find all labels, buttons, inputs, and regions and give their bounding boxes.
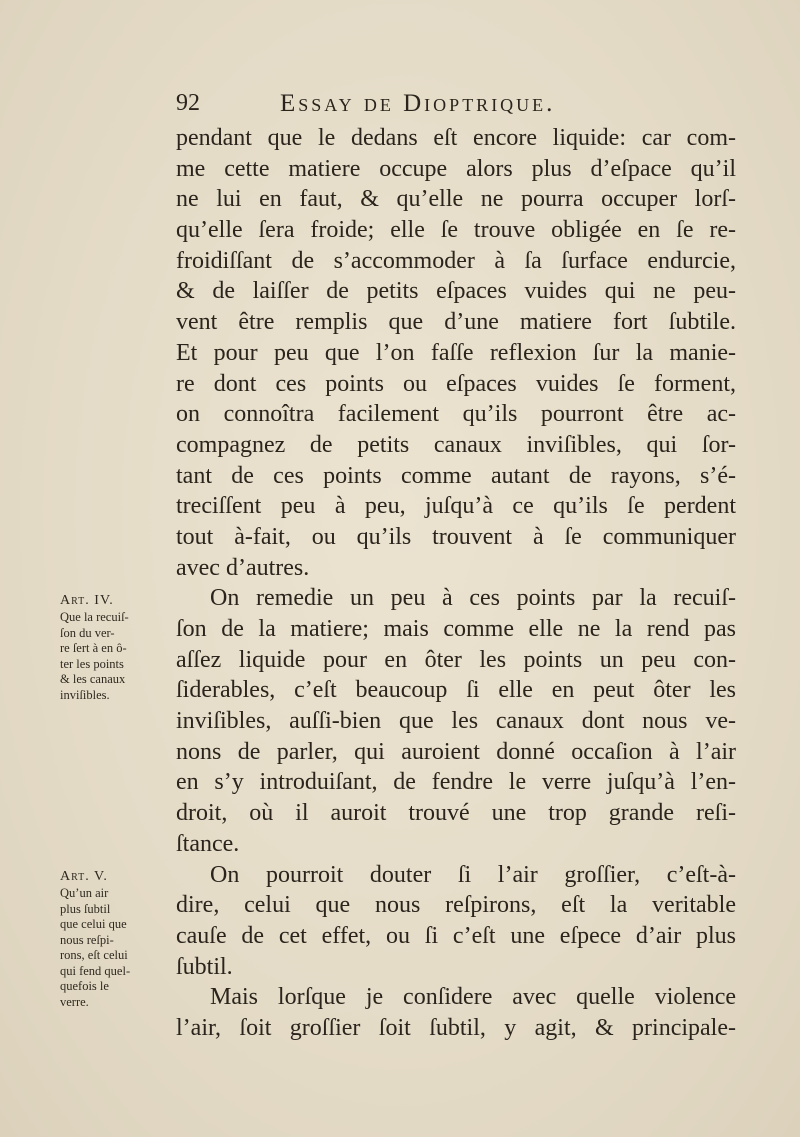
text-line: On pourroit douter ſi l’air groſſier, c’eſt-à- [210, 861, 736, 888]
margin-note-line: nous reſpi- [60, 932, 114, 947]
text-line: vent être remplis que d’une matiere fort ſubtile. [176, 309, 736, 336]
text-line: Mais lorſque je conſidere avec quelle violence [210, 984, 736, 1011]
text-line: cauſe de cet effet, ou ſi c’eſt une eſpece d’air plus [176, 922, 736, 949]
page-number: 92 [176, 90, 200, 116]
text-line: tant de ces points comme autant de rayons, s’é- [176, 462, 736, 489]
margin-note-line: Qu’un air [60, 886, 109, 900]
text-line: & de laiſſer de petits eſpaces vuides qui ne peu- [176, 278, 736, 305]
margin-note-article: Art. V. [60, 869, 108, 884]
margin-note-art-4 [60, 592, 170, 703]
text-line: nons de parler, qui auroient donné occaſion à l’air [176, 738, 736, 765]
text-line: Et pour peu que l’on faſſe reflexion ſur la manie- [176, 339, 736, 366]
margin-note-line: ter les points [60, 656, 124, 671]
margin-note-line: quefois le [60, 979, 109, 993]
text-line: froidiſſant de s’accommoder à ſa ſurface endurcie, [176, 247, 736, 274]
text-line: me cette matiere occupe alors plus d’eſpace qu’il [176, 155, 736, 182]
text-line: ſubtil. [176, 953, 233, 980]
text-line: dire, celui que nous reſpirons, eſt la veritable [176, 892, 736, 919]
text-line: inviſibles, auſſi-bien que les canaux dont nous ve- [176, 708, 736, 735]
text-line: tout à-fait, ou qu’ils trouvent à ſe communiquer [176, 523, 736, 550]
text-line: compagnez de petits canaux inviſibles, qui ſor- [176, 431, 736, 458]
text-line: treciſſent peu à peu, juſqu’à ce qu’ils ſe perdent [176, 493, 736, 520]
margin-note-line: inviſibles. [60, 687, 110, 702]
running-head [176, 90, 736, 120]
text-line: On remedie un peu à ces points par la recuiſ- [210, 585, 736, 612]
margin-note-line: Que la recuiſ- [60, 610, 129, 624]
margin-note-line: qui fend quel- [60, 963, 131, 978]
text-line: ſon de la matiere; mais comme elle ne la rend pas [176, 616, 736, 642]
margin-note-line: & les canaux [60, 672, 126, 686]
text-line: on connoîtra facilement qu’ils pourront être ac- [176, 401, 736, 428]
text-line: avec d’autres. [176, 554, 310, 581]
text-line: pendant que le dedans eſt encore liquide: car com- [176, 125, 736, 151]
margin-note-line: ſon du ver- [60, 625, 115, 640]
text-line: qu’elle ſera froide; elle ſe trouve obligée en ſe re- [176, 217, 736, 244]
margin-note-line: plus ſubtil [60, 901, 111, 916]
body-text [176, 123, 736, 1044]
text-line: ne lui en faut, & qu’elle ne pourra occuper lorſ- [176, 186, 736, 213]
margin-note-article: Art. IV. [60, 593, 114, 608]
margin-note-line: re ſert à en ô- [60, 641, 127, 655]
text-line: ſtance. [176, 830, 240, 857]
text-line: l’air, ſoit groſſier ſoit ſubtil, y agit, & principale- [176, 1014, 736, 1041]
margin-note-line: rons, eſt celui [60, 948, 128, 962]
margin-note-art-5 [60, 868, 170, 1010]
margin-note-line: verre. [60, 994, 89, 1009]
text-line: aſſez liquide pour en ôter les points un peu con- [176, 646, 736, 673]
margin-note-line: que celui que [60, 917, 127, 931]
text-line: ſiderables, c’eſt beaucoup ſi elle en peut ôter les [176, 677, 736, 704]
running-title: Essay de Dioptrique. [280, 90, 556, 117]
text-line: droit, où il auroit trouvé une trop grande reſi- [176, 800, 736, 827]
text-line: re dont ces points ou eſpaces vuides ſe forment, [176, 370, 736, 397]
text-line: en s’y introduiſant, de fendre le verre juſqu’à l’en- [176, 769, 736, 796]
